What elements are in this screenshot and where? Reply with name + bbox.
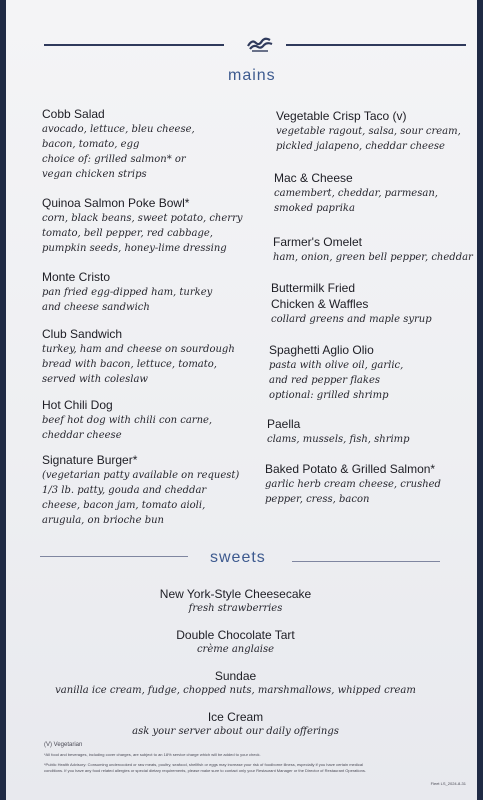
item-name: Vegetable Crisp Taco (v): [276, 109, 407, 123]
item-description: (vegetarian patty available on request) 1/3 lb. patty, gouda and cheddar cheese, bacon jam, tomato aioli, arugula, on brioche bun: [42, 470, 240, 526]
item-name: Mac & Cheese: [274, 171, 353, 185]
item-name: Cobb Salad: [42, 107, 105, 121]
item-name: Spaghetti Aglio Olio: [269, 343, 374, 357]
mains-heading: mains: [228, 67, 276, 84]
item-description: beef hot dog with chili con carne, cheddar cheese: [42, 415, 213, 441]
item-description: pasta with olive oil, garlic, and red pepper flakes optional: grilled shrimp: [269, 360, 404, 401]
menu-code: Fleet LS_2024-8-31: [430, 781, 466, 786]
item-name: Quinoa Salmon Poke Bowl*: [42, 196, 190, 210]
health-advisory-note: *Public Health Advisory: Consuming undercooked or raw meats, poultry, seafood, shellfish or eggs may increase your risk of foodborne illness, especially if you have certain medical: [44, 762, 363, 767]
menu-card: [6, 0, 477, 800]
menu-item-chili-dog: [42, 397, 252, 443]
item-description: avocado, lettuce, bleu cheese, bacon, tomato, egg choice of: grilled salmon* or vegan chicken strips: [42, 124, 195, 180]
vegetarian-legend: (V) Vegetarian: [44, 742, 83, 748]
item-description: vanilla ice cream, fudge, chopped nuts, marshmallows, whipped cream: [55, 685, 416, 696]
item-name: Club Sandwich: [42, 327, 123, 341]
item-description: fresh strawberries: [188, 603, 283, 614]
item-description: pan fried egg-dipped ham, turkey and cheese sandwich: [42, 287, 213, 313]
menu-item-monte-cristo: [42, 269, 252, 315]
top-rule-left: [44, 44, 224, 46]
item-description: corn, black beans, sweet potato, cherry tomato, bell pepper, red cabbage, pumpkin seeds, honey-lime dressing: [42, 213, 243, 254]
item-name: Monte Cristo: [42, 270, 111, 284]
menu-item-veg-taco: [276, 108, 483, 154]
menu-item-club-sandwich: [42, 326, 252, 387]
item-description: vegetable ragout, salsa, sour cream, pickled jalapeno, cheddar cheese: [276, 126, 461, 152]
item-name: Farmer's Omelet: [273, 235, 362, 249]
item-name: Hot Chili Dog: [42, 398, 113, 412]
service-charge-note: *All food and beverages, including cover charges, are subject to an 18% service charge which will be added to your check.: [44, 752, 261, 757]
item-name: Buttermilk Fried Chicken & Waffles: [271, 281, 369, 311]
item-description: collard greens and maple syrup: [271, 314, 432, 325]
item-name: Double Chocolate Tart: [176, 628, 295, 642]
allergy-note: conditions. If you have any food related allergies or special dietary requirements, please make sure to contact only your Restaurant Manager or the Director of Restaurant Operations.: [44, 768, 366, 773]
item-description: crème anglaise: [196, 644, 275, 655]
item-description: camembert, cheddar, parmesan, smoked paprika: [274, 188, 438, 214]
item-description: ham, onion, green bell pepper, cheddar: [273, 252, 473, 263]
menu-item-spaghetti: [269, 342, 479, 403]
item-description: ask your server about our daily offerings: [132, 726, 339, 737]
menu-item-poke-bowl: [42, 195, 252, 256]
menu-item-cobb-salad: [42, 106, 252, 182]
sweet-item-cheesecake: [0, 586, 471, 616]
top-rule-right: [286, 44, 466, 46]
sweet-item-chocolate-tart: [0, 627, 471, 657]
menu-item-fried-chicken-waffles: [271, 280, 481, 327]
menu-item-farmers-omelet: [273, 234, 483, 265]
menu-item-mac-cheese: [274, 170, 483, 216]
sweets-rule-right: [292, 561, 440, 562]
sweets-heading: sweets: [210, 549, 266, 566]
menu-item-signature-burger: [42, 452, 252, 528]
item-name: Sundae: [214, 669, 257, 683]
item-name: Baked Potato & Grilled Salmon*: [265, 462, 436, 476]
item-description: clams, mussels, fish, shrimp: [267, 434, 410, 445]
item-name: Paella: [267, 417, 301, 431]
item-name: Ice Cream: [207, 710, 264, 724]
menu-item-paella: [267, 416, 477, 447]
sweet-item-sundae: [0, 668, 471, 698]
sweet-item-ice-cream: [0, 709, 471, 739]
item-name: Signature Burger*: [42, 453, 138, 467]
item-description: garlic herb cream cheese, crushed pepper, cress, bacon: [265, 479, 441, 505]
wave-logo-icon: [246, 36, 274, 52]
item-description: turkey, ham and cheese on sourdough bread with bacon, lettuce, tomato, served with coleslaw: [42, 344, 235, 385]
menu-item-baked-potato-salmon: [265, 461, 475, 507]
sweets-rule-left: [40, 556, 188, 557]
item-name: New York-Style Cheesecake: [159, 587, 312, 601]
